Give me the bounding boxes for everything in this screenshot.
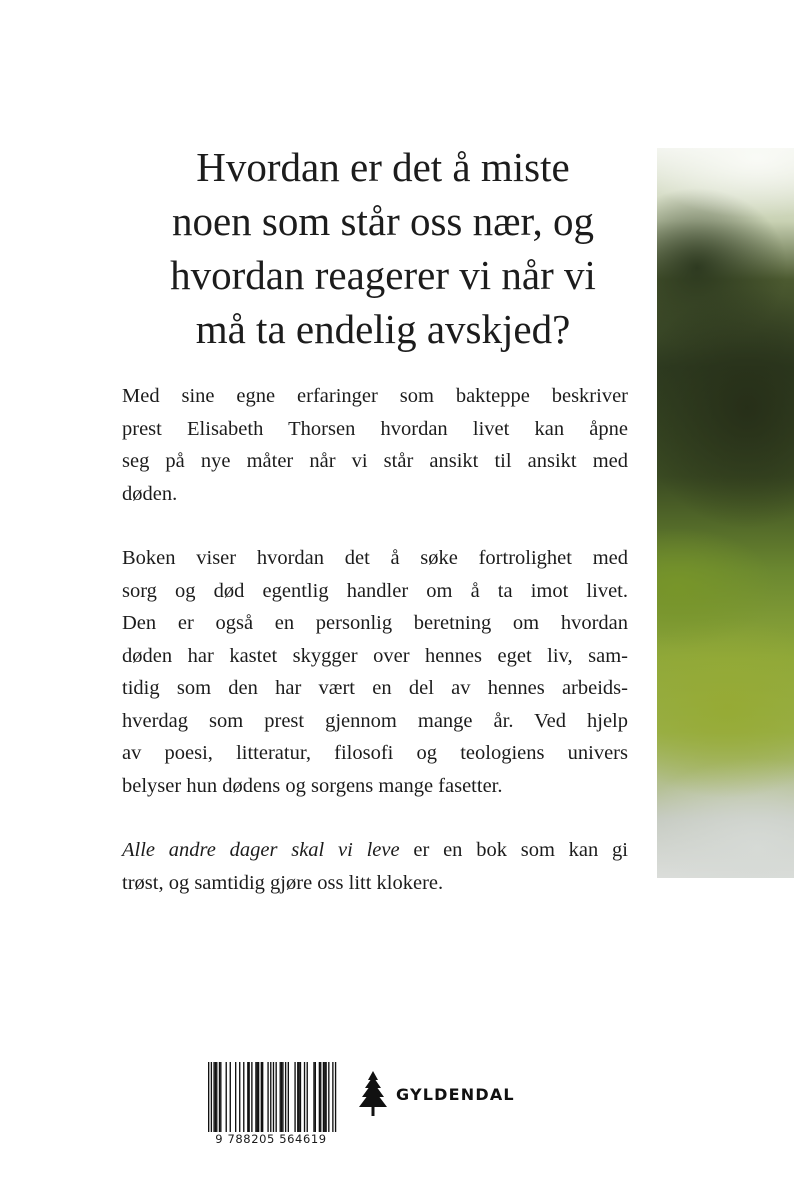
barcode-bar (235, 1062, 236, 1132)
barcode-bar (297, 1062, 298, 1132)
barcode-bar (315, 1062, 316, 1132)
barcode-bar (280, 1062, 281, 1132)
cover-photo-strip (657, 148, 794, 878)
book-title: Alle andre dager skal vi leve (122, 839, 400, 861)
barcode-bar (262, 1062, 263, 1132)
barcode-icon (196, 1062, 346, 1132)
blurb-paragraph-1 (122, 380, 628, 510)
barcode-bar (261, 1062, 262, 1132)
barcode-bar (276, 1062, 277, 1132)
barcode-bar (325, 1062, 326, 1132)
headline (138, 140, 628, 356)
text-line: prest Elisabeth Thorsen hvordan livet kan åpne (122, 417, 628, 440)
text-line: sorg og død egentlig handler om å ta imot livet. (122, 579, 628, 602)
barcode-bar (320, 1062, 321, 1132)
barcode-bar (319, 1062, 320, 1132)
barcode-bar (258, 1062, 259, 1132)
barcode-bar (243, 1062, 244, 1132)
barcode-bar (219, 1062, 220, 1132)
publisher-name: GYLDENDAL (396, 1084, 515, 1104)
publisher-logo (358, 1068, 515, 1120)
barcode-bar (239, 1062, 240, 1132)
barcode-bar (323, 1062, 324, 1132)
barcode-bar (213, 1062, 214, 1132)
barcode-bar (324, 1062, 325, 1132)
tree-icon (358, 1071, 388, 1117)
barcode-bar (216, 1062, 217, 1132)
barcode-bar (304, 1062, 305, 1132)
blurb (122, 380, 628, 899)
barcode-bar (215, 1062, 216, 1132)
barcode-bar (294, 1062, 295, 1132)
barcode-bar (328, 1062, 329, 1132)
barcode-bar (226, 1062, 227, 1132)
text-line: seg på nye måter når vi står ansikt til ansikt med (122, 450, 628, 472)
headline-line: hvordan reagerer vi når vi (170, 252, 596, 298)
headline-line: Hvordan er det å miste (196, 144, 570, 190)
text-line: av poesi, litteratur, filosofi og teologiens univers (122, 742, 628, 764)
barcode-bar (313, 1062, 314, 1132)
barcode-bar (273, 1062, 274, 1132)
barcode-bar (288, 1062, 289, 1132)
barcode-bar (282, 1062, 283, 1132)
barcode-bar (249, 1062, 250, 1132)
barcode-bar (281, 1062, 282, 1132)
isbn-barcode (196, 1062, 346, 1146)
text-line (122, 834, 628, 867)
barcode-bar (285, 1062, 286, 1132)
barcode-bar (220, 1062, 221, 1132)
text-line: belyser hun dødens og sorgens mange fasetter. (122, 774, 503, 797)
text-line: døden. (122, 482, 178, 505)
barcode-bar (332, 1062, 333, 1132)
barcode-bar (230, 1062, 231, 1132)
barcode-bar (247, 1062, 248, 1132)
barcode-bar (257, 1062, 258, 1132)
text-line: døden har kastet skygger over hennes eget liv, sam- (122, 644, 628, 667)
barcode-bar (298, 1062, 299, 1132)
barcode-bar (267, 1062, 268, 1132)
barcode-bar (251, 1062, 252, 1132)
barcode-bar (255, 1062, 256, 1132)
barcode-bar (307, 1062, 308, 1132)
isbn-number: 9 788205 564619 (196, 1132, 346, 1146)
blurb-paragraph-2 (122, 542, 628, 802)
barcode-bar (208, 1062, 209, 1132)
text-line: Den er også en personlig beretning om hvordan (122, 612, 628, 634)
barcode-bar (335, 1062, 336, 1132)
blurb-paragraph-3 (122, 834, 628, 899)
text-line: trøst, og samtidig gjøre oss litt klokere. (122, 871, 444, 894)
barcode-bar (270, 1062, 271, 1132)
headline-line: noen som står oss nær, og (171, 198, 594, 244)
text-line: Boken viser hvordan det å søke fortrolighet med (122, 547, 628, 569)
text-line: tidig som den har vært en del av hennes arbeids- (122, 677, 628, 699)
text-line: Med sine egne erfaringer som bakteppe beskriver (122, 385, 628, 407)
barcode-bar (211, 1062, 212, 1132)
text-fragment: er en bok som kan gi (399, 839, 628, 861)
barcode-bar (300, 1062, 301, 1132)
headline-line: må ta endelig avskjed? (195, 306, 571, 352)
text-line: hverdag som prest gjennom mange år. Ved hjelp (122, 709, 628, 732)
